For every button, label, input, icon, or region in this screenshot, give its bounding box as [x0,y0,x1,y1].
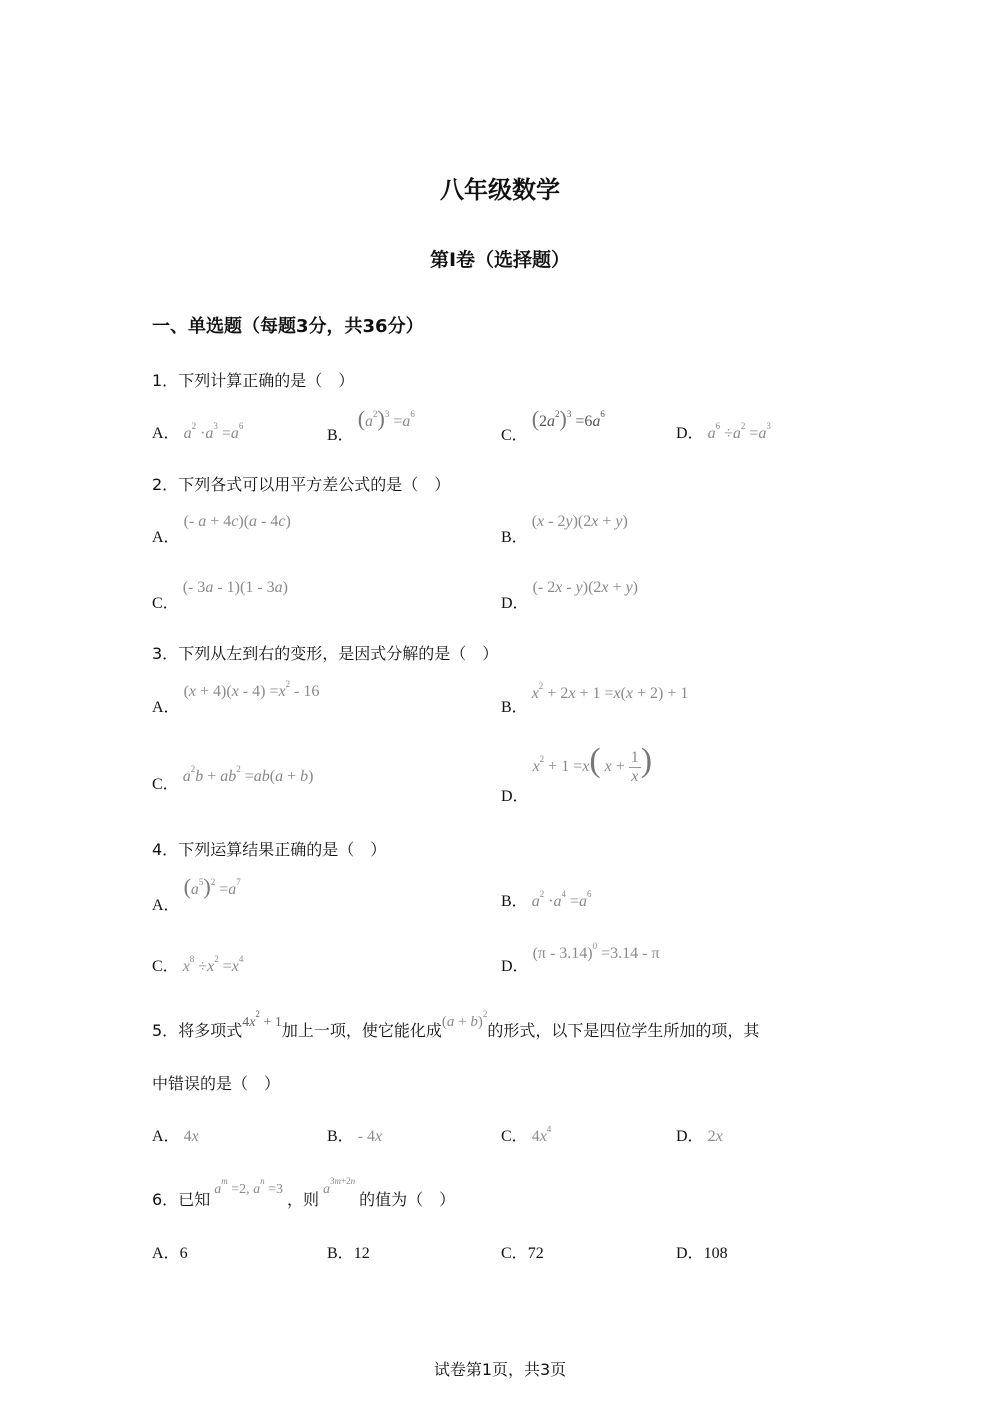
option-formula: $(a^2)^3 =a^6$ [357,406,415,431]
option-value: 6 [179,1245,188,1262]
question-number: 4． [152,840,179,859]
option-formula: $a^6 \div a^2 =a^3$ [707,421,771,442]
q1-option-b[interactable] [327,406,415,444]
q6-option-c[interactable] [501,1240,544,1263]
page-title: 八年级数学 [440,176,560,204]
option-value: 108 [703,1245,728,1262]
q6-option-d[interactable] [676,1240,728,1263]
q6-given: $a^m =2$, $a^n =3$ [214,1176,284,1197]
option-formula: $x^8 \div x^2 =x^4$ [182,954,244,975]
q5-option-a[interactable] [152,1123,199,1146]
q2-option-a[interactable] [152,508,291,546]
option-formula: $a^2b + ab^2 =ab(a + b)$ [182,764,314,785]
option-formula: (- 2x - y)(2x + y) [532,579,638,596]
option-value: 12 [353,1245,370,1262]
question-stem: 下列计算正确的是（ ） [178,371,355,390]
option-formula: - 4x [357,1128,383,1145]
question-6 [152,1175,456,1209]
q1-option-a[interactable] [152,420,243,443]
question-stem-part-2: ，则 [287,1190,320,1209]
option-label: D． [501,958,529,975]
option-label: A． [152,897,180,914]
q5-option-b[interactable] [327,1123,382,1146]
question-stem-part-2: 加上一项，使它能化成 [281,1021,442,1040]
option-formula: (x - 2y)(2x + y) [531,513,628,530]
q4-option-b[interactable] [501,888,592,911]
option-value: 72 [527,1245,544,1262]
option-label: C． [152,595,179,612]
question-number: 1． [152,371,179,390]
question-3 [152,641,498,664]
option-label: A． [152,529,180,546]
option-label: C． [501,1245,528,1262]
option-label: B． [327,427,354,444]
q2-option-d[interactable] [501,574,638,612]
q5-option-d[interactable] [676,1123,723,1146]
question-stem: 下列从左到右的变形，是因式分解的是（ ） [178,644,499,663]
q5-option-c[interactable] [501,1123,551,1146]
option-formula: $(2a^2)^3 =6a^6$ [531,406,605,431]
option-label: C． [501,1128,528,1145]
option-label: B． [327,1128,354,1145]
option-formula: $a^2 \cdot a^3 =a^6$ [183,421,244,442]
option-label: B． [501,893,528,910]
option-label: A． [152,425,180,442]
q1-option-d[interactable] [676,420,771,443]
q5-polynomial: $4x^2 + 1$ [242,1009,282,1030]
option-label: C． [152,776,179,793]
option-formula: (π - 3.14)$^0$ =3.14 - π [532,941,660,962]
option-formula: (- a + 4c)(a - 4c) [183,513,291,530]
q4-option-a[interactable] [152,874,241,914]
page-footer: 试卷第1页，共3页 [433,1360,567,1379]
q5-square-form: $(a + b)^2$ [441,1009,488,1030]
option-label: B． [501,699,528,716]
question-4 [152,837,386,860]
question-stem-part-1: 将多项式 [178,1021,243,1040]
q3-option-d[interactable] [501,742,653,805]
option-formula: $(x + 4)(x - 4) =x^2 - 16$ [183,679,320,700]
q3-option-c[interactable] [152,763,314,793]
q3-option-b[interactable] [501,680,689,716]
question-2 [152,472,450,495]
option-label: D． [676,1128,704,1145]
question-number: 5． [152,1021,179,1040]
question-stem-part-1: 已知 [178,1190,211,1209]
question-stem: 下列运算结果正确的是（ ） [178,840,387,859]
q1-option-c[interactable] [501,406,605,444]
option-formula: $a^2 \cdot a^4 =a^6$ [531,889,592,910]
section-heading: 一、单选题（每题3分，共36分） [152,316,424,337]
option-formula: 2x [707,1128,723,1145]
option-formula: 4x [183,1128,199,1145]
option-label: B． [327,1245,354,1262]
option-label: D． [676,425,704,442]
option-label: A． [152,1128,180,1145]
question-1 [152,368,354,391]
option-formula: (- 3a - 1)(1 - 3a) [182,579,288,596]
option-label: A． [152,1245,180,1262]
q6-expression: $a^{3m+2n}$ [323,1176,356,1197]
option-label: C． [152,958,179,975]
q6-option-b[interactable] [327,1240,370,1263]
option-label: A． [152,699,180,716]
option-formula: $4x^4$ [531,1124,552,1145]
option-formula: $x^2 + 1 =x$( x + $\frac{1}{x}$ ) [532,742,653,785]
option-label: D． [501,788,529,805]
option-formula: $(a^5)^2 =a^7$ [183,874,241,899]
question-number: 2． [152,475,179,494]
question-stem: 下列各式可以用平方差公式的是（ ） [178,475,451,494]
option-label: B． [501,529,528,546]
option-formula: $x^2 + 2x + 1 =x(x + 2) + 1$ [531,681,689,702]
question-number: 6． [152,1190,179,1209]
question-stem-part-3: 的形式，以下是四位学生所加的项，其 [487,1021,760,1040]
question-number: 3． [152,644,179,663]
option-label: C． [501,427,528,444]
paper-subtitle: 第Ⅰ卷（选择题） [429,249,571,271]
q4-option-c[interactable] [152,953,243,976]
q2-option-c[interactable] [152,574,288,612]
q3-option-a[interactable] [152,678,320,716]
option-label: D． [676,1245,704,1262]
option-label: D． [501,595,529,612]
question-5-line-2: 中错误的是（ ） [152,1074,281,1093]
q4-option-d[interactable] [501,940,660,975]
q2-option-b[interactable] [501,508,628,546]
question-5 [152,1008,760,1040]
question-stem-part-3: 的值为（ ） [359,1190,456,1209]
q6-option-a[interactable] [152,1240,188,1263]
